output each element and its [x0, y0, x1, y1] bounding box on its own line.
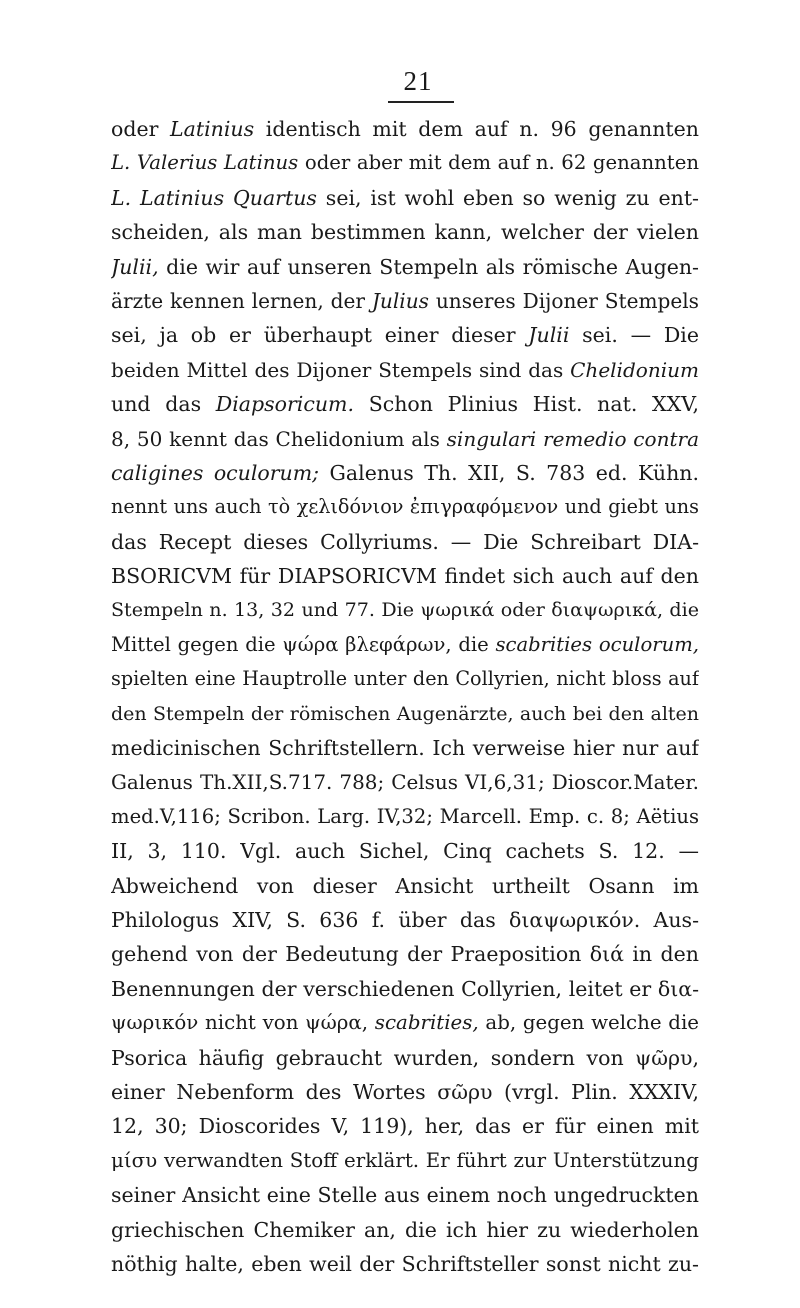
page-number: 21 [403, 66, 433, 96]
text-run: Abweichend von dieser Ansicht urtheilt Osann im [111, 873, 699, 898]
text-run: griechischen Chemiker an, die ich hier zu wiederholen [111, 1217, 699, 1242]
text-run: Stempeln n. 13, 32 und 77. Die ψωρικά oder διαψωρικά, die [111, 599, 699, 622]
text-run: oder aber mit dem auf n. 62 genannten [298, 151, 699, 175]
text-run: unseres Dijoner Stempels [428, 288, 699, 313]
text-run: Psorica häufig gebraucht wurden, sondern von ψῶρυ, [111, 1045, 699, 1070]
text-line [111, 250, 699, 284]
text-line [111, 318, 699, 352]
header-rule [388, 101, 454, 103]
italic-text: caligines oculorum; [111, 460, 320, 485]
body-text [111, 112, 699, 1281]
text-run: den Stempeln der römischen Augenärzte, auch bei den alten [111, 702, 699, 725]
text-run: seiner Ansicht eine Stelle aus einem noch ungedruckten [111, 1183, 699, 1208]
italic-text: Julii, [111, 254, 159, 279]
text-run: med.V,116; Scribon. Larg. IV,32; Marcell. Emp. c. 8; Aëtius [111, 804, 699, 828]
text-line [111, 1178, 699, 1212]
text-line [111, 765, 699, 799]
text-run: ψωρικόν nicht von ψώρα, [111, 1011, 375, 1035]
text-run: medicinischen Schriftstellern. Ich verweise hier nur auf [111, 736, 699, 761]
text-run: BSORICVM für DIAPSORICVM findet sich auch auf den [111, 564, 699, 589]
text-run: sei, ist wohl eben so wenig zu ent- [316, 185, 699, 210]
text-run: Mittel gegen die ψώρα βλεφάρων, die [111, 632, 496, 656]
text-line [111, 284, 699, 318]
text-line [111, 1041, 699, 1075]
text-run: Galenus Th. XII, S. 783 ed. Kühn. [319, 460, 699, 485]
italic-text: L. Latinius Quartus [111, 185, 317, 210]
text-line [111, 1006, 699, 1040]
text-line [111, 1247, 699, 1281]
text-line [111, 903, 699, 937]
text-run: oder [111, 117, 171, 141]
text-run: gehend von der Bedeutung der Praeposition διά in den [111, 942, 699, 967]
text-run: scheiden, als man bestimmen kann, welcher der vielen [111, 220, 699, 245]
text-run: 12, 30; Dioscorides V, 119), her, das er für einen mit [111, 1114, 699, 1139]
text-run: und das [111, 392, 216, 417]
text-line [111, 1144, 699, 1178]
text-line [111, 112, 699, 146]
text-line [111, 593, 699, 627]
text-line [111, 972, 699, 1006]
text-run: Philologus XIV, S. 636 f. über das διαψωρικόν. Aus- [111, 907, 699, 932]
text-line [111, 628, 699, 662]
text-run: einer Nebenform des Wortes σῶρυ (vrgl. Plin. XXXIV, [111, 1079, 699, 1104]
text-line [111, 181, 699, 215]
text-line [111, 1075, 699, 1109]
text-line [111, 422, 699, 456]
text-run: die wir auf unseren Stempeln als römische Augen- [158, 254, 699, 279]
italic-text: scabrities, [374, 1011, 479, 1035]
italic-text: L. Valerius Latinus [111, 151, 299, 175]
italic-text: Latinius [170, 117, 255, 141]
text-run: ab, gegen welche die [478, 1011, 699, 1035]
italic-text: Julius [371, 288, 429, 313]
text-run: 8, 50 kennt das Chelidonium als [111, 426, 447, 451]
text-line [111, 215, 699, 249]
text-line [111, 1213, 699, 1247]
text-line [111, 490, 699, 524]
text-line [111, 800, 699, 834]
text-line [111, 834, 699, 868]
text-run: identisch mit dem auf n. 96 genannten [254, 117, 699, 141]
text-run: II, 3, 110. Vgl. auch Sichel, Cinq cachets S. 12. — [111, 839, 699, 864]
text-run: nennt uns auch τὸ χελιδόνιον ἐπιγραφόμενον und giebt uns [111, 495, 699, 519]
text-line [111, 869, 699, 903]
text-line [111, 697, 699, 731]
text-line [111, 937, 699, 971]
text-line [111, 731, 699, 765]
text-run: Galenus Th.XII,S.717. 788; Celsus VI,6,31; Dioscor.Mater. [111, 770, 699, 795]
text-run: das Recept dieses Collyriums. — Die Schreibart DIA- [111, 529, 699, 554]
text-run: beiden Mittel des Dijoner Stempels sind das [111, 357, 571, 382]
italic-text: Chelidonium [570, 357, 699, 382]
text-run: Schon Plinius Hist. nat. XXV, [354, 392, 699, 417]
text-run: spielten eine Hauptrolle unter den Collyrien, nicht bloss auf [111, 667, 699, 691]
text-run: nöthig halte, eben weil der Schriftsteller sonst nicht zu- [111, 1251, 699, 1276]
text-line [111, 662, 699, 696]
text-run: sei. — Die [569, 323, 699, 348]
text-line [111, 353, 699, 387]
text-run: ärzte kennen lernen, der [111, 288, 372, 313]
italic-text: scabrities oculorum, [495, 632, 699, 656]
text-run: sei, ja ob er überhaupt einer dieser [111, 323, 529, 348]
text-line [111, 559, 699, 593]
text-run: μίσυ verwandten Stoff erklärt. Er führt zur Unterstützung [111, 1148, 699, 1172]
text-line [111, 525, 699, 559]
italic-text: Julii [528, 323, 570, 348]
text-line [111, 387, 699, 421]
text-line [111, 1109, 699, 1143]
italic-text: Diapsoricum. [215, 392, 354, 417]
text-run: Benennungen der verschiedenen Collyrien, leitet er δια- [111, 976, 699, 1001]
text-line [111, 456, 699, 490]
italic-text: singulari remedio contra [446, 426, 699, 451]
text-line [111, 146, 699, 180]
